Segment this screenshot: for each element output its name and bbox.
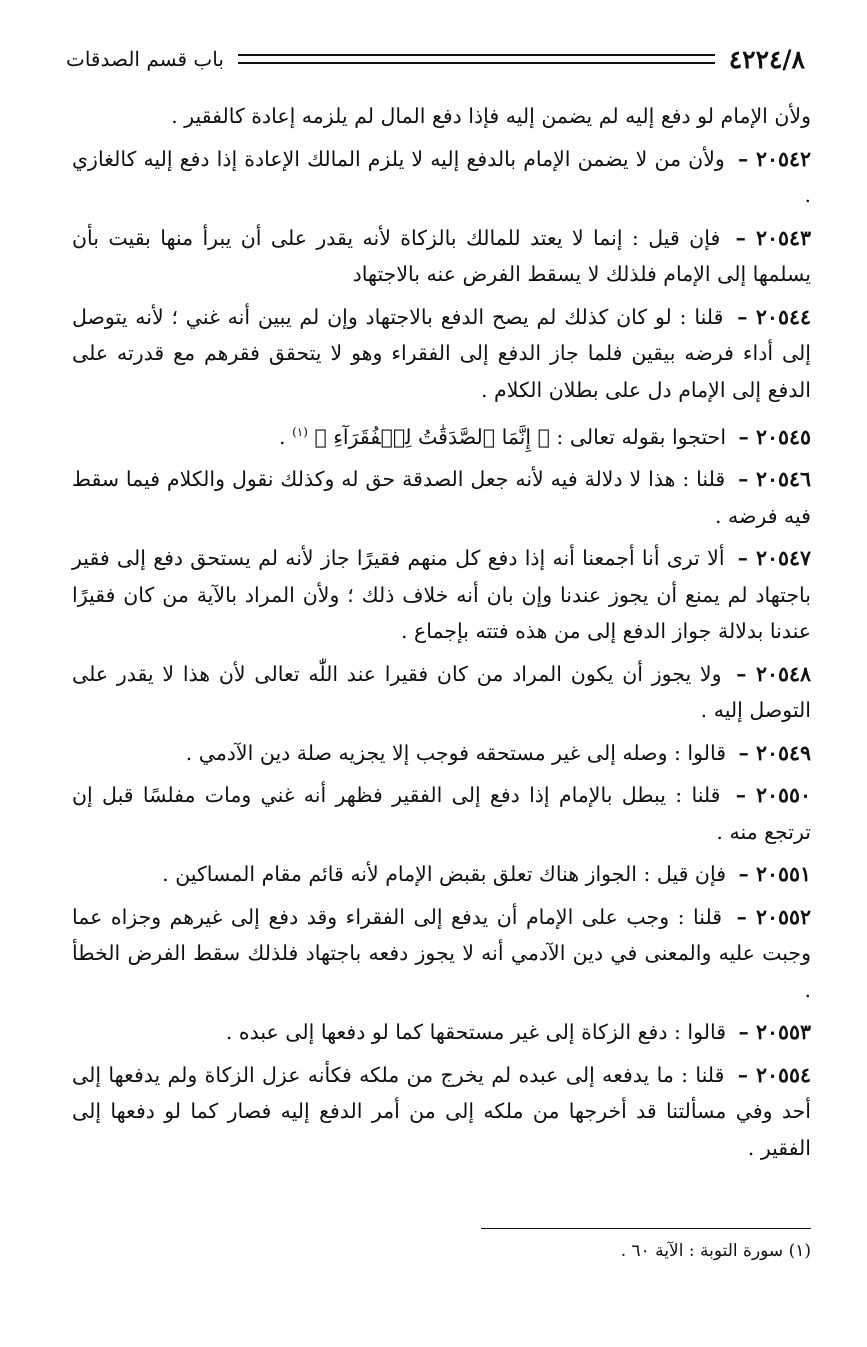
paragraph-text: ولأن من لا يضمن الإمام بالدفع إليه لا يلزم المالك الإعادة إذا دفع إليه كالغازي . <box>72 146 811 207</box>
paragraph-text-tail: . <box>279 424 286 449</box>
footnote-separator <box>481 1228 811 1229</box>
paragraph-number: ٢٠٥٤٨ – <box>736 661 811 686</box>
footnote-reference[interactable]: (١) <box>292 425 308 439</box>
paragraph-number: ٢٠٥٤٤ – <box>737 304 811 329</box>
paragraph-number: ٢٠٥٥٣ – <box>738 1020 811 1045</box>
paragraph-text: قلنا : لو كان كذلك لم يصح الدفع بالاجتهاد وإن لم يبين أنه غني ؛ لأنه يتوصل إلى أداء فرضه بيقين فلما جاز الدفع إلى الفقراء وهو لا يتحقق فقرهم مع قدرته على الدفع إلى الإمام دل على بطلان الكلام . <box>72 304 811 402</box>
paragraph-number: ٢٠٥٤٩ – <box>738 740 811 765</box>
paragraph-number: ٢٠٥٤٣ – <box>735 225 811 250</box>
paragraph-text: قلنا : ما يدفعه إلى عبده لم يخرج من ملكه فكأنه عزل الزكاة ولم يدفعها إلى أحد وفي مسألتنا قد أخرجها من ملكه إلى من أمر الدفع إليه فصار كما لو دفعها إلى الفقير . <box>72 1062 811 1160</box>
paragraph <box>72 1014 811 1051</box>
body-text <box>72 98 811 1172</box>
running-header <box>66 42 805 76</box>
paragraph <box>72 461 811 534</box>
paragraph-text: فإن قيل : إنما لا يعتد للمالك بالزكاة لأنه يقدر على أن يبرأ منها بقيت بأن يسلمها إلى الإمام فلذلك لا يسقط الفرض عنه بالاجتهاد <box>72 225 811 286</box>
paragraph-text: قالوا : وصله إلى غير مستحقه فوجب إلا يجزيه صلة دين الآدمي . <box>185 740 727 765</box>
paragraph-number: ٢٠٥٥١ – <box>738 862 811 887</box>
paragraph <box>72 777 811 850</box>
paragraph <box>72 1057 811 1167</box>
paragraph-number: ٢٠٥٥٢ – <box>736 904 812 929</box>
paragraph-number: ٢٠٥٤٦ – <box>738 467 811 492</box>
paragraph <box>72 414 811 455</box>
paragraph <box>72 540 811 650</box>
paragraph <box>72 220 811 293</box>
paragraph-text: ولأن الإمام لو دفع إليه لم يضمن إليه فإذا دفع المال لم يلزمه إعادة كالفقير . <box>171 104 811 128</box>
paragraph-number: ٢٠٥٥٤ – <box>737 1062 811 1087</box>
paragraph <box>72 98 811 135</box>
chapter-title: باب قسم الصدقات <box>66 47 224 71</box>
paragraph <box>72 656 811 729</box>
paragraph-text: قلنا : يبطل بالإمام إذا دفع إلى الفقير فظهر أنه غني ومات مفلسًا قبل إن ترتجع منه . <box>72 783 811 844</box>
paragraph-text: قلنا : هذا لا دلالة فيه لأنه جعل الصدقة حق له وكذلك نقول والكلام فيما سقط فيه فرضه . <box>72 467 811 528</box>
header-double-rule <box>238 54 715 64</box>
paragraph-text: قلنا : وجب على الإمام أن يدفع إلى الفقراء وقد دفع إلى غيرهم وجزاه عما وجبت عليه والمعنى في دين الآدمي أنه لا يجوز دفعه باجتهاد فلذلك سقط الفرض الخطأ . <box>72 904 811 1002</box>
paragraph-number: ٢٠٥٤٧ – <box>737 546 811 571</box>
paragraph <box>72 899 811 1009</box>
paragraph-text: قالوا : دفع الزكاة إلى غير مستحقها كما لو دفعها إلى عبده . <box>225 1020 727 1045</box>
paragraph-text: ألا ترى أنا أجمعنا أنه إذا دفع كل منهم فقيرًا جاز لأنه لم يستحق دفع إلى فقير باجتهاد لم يمنع أن يجوز عندنا وإن بان أنه خلاف ذلك ؛ ولأن المراد بالآية من كان فقيرًا عندنا بدلالة جواز الدفع إلى من هذه فتته بإجماع . <box>72 546 811 644</box>
paragraph <box>72 299 811 409</box>
page-number: ٤٢٢٤/٨ <box>728 44 805 74</box>
paragraph-number: ٢٠٥٤٥ – <box>738 424 811 449</box>
paragraph-text: فإن قيل : الجواز هناك تعلق بقبض الإمام لأنه قائم مقام المساكين . <box>162 862 727 887</box>
paragraph-text: ولا يجوز أن يكون المراد من كان فقيرا عند اللّٰه تعالى لأن هذا لا يقدر على التوصل إليه . <box>72 661 811 723</box>
paragraph <box>72 735 811 772</box>
footnote: (١) سورة التوبة : الآية ٦٠ . <box>620 1241 811 1261</box>
paragraph-number: ٢٠٥٤٢ – <box>737 146 811 171</box>
paragraph-text: احتجوا بقوله تعالى : ﴿ إِنَّمَا ٱلصَّدَقَٰتُ لِلۡفُقَرَآءِ ﴾ <box>314 424 727 449</box>
paragraph-number: ٢٠٥٥٠ – <box>735 783 811 808</box>
paragraph <box>72 856 811 893</box>
paragraph <box>72 141 811 214</box>
